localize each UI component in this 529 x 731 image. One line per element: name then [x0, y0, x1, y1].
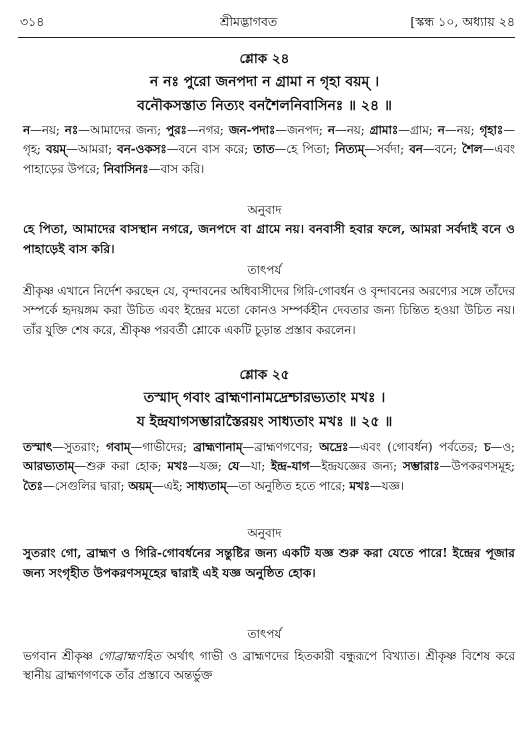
synonym-meaning: এবং (গোবর্ধন) পর্বতের; [360, 440, 485, 454]
synonym-word: গৃহাঃ [479, 123, 504, 137]
purport-prefix: ভগবান শ্রীকৃষ্ণ [23, 649, 99, 663]
synonym-meaning: নয়; [346, 123, 370, 137]
header-rule [18, 37, 515, 38]
synonym-word: নঃ [64, 123, 79, 137]
synonym-word: মখঃ [167, 459, 188, 474]
synonym-meaning: বনে; [434, 142, 463, 157]
verse-25-heading: শ্লোক ২৫ [239, 367, 290, 383]
synonym-word: আরভ্যতাম্ [23, 459, 75, 474]
synonym-word: বন-ওকসঃ [117, 142, 167, 157]
page-header [20, 12, 515, 34]
verse-25-translation: সুতরাং গো, ব্রাহ্মণ ও গিরি-গোবর্ধনের সন্তুষ্টির জন্য একটি যজ্ঞ শুরু করা যেতে পারে! ইন্দ্রের পূজার জন্য সংগৃহীত উপকরণসমূহের দ্বারাই এই যজ্ঞ অনুষ্ঠিত হোক। [23, 546, 515, 580]
verse-24-purport-label: তাৎপর্য [247, 263, 282, 277]
synonym-word: সাধ্যতাম্ [186, 478, 227, 493]
synonym-meaning: হে পিতা; [286, 142, 336, 157]
synonym-meaning: যা; [251, 459, 271, 474]
verse-25-purport [23, 647, 515, 686]
purport-rest: অর্থাৎ গাভী ও ব্রাহ্মণদের হিতকারী বন্ধুরূপে বিখ্যাত। শ্রীকৃষ্ণ বিশেষ করে স্থানীয় ব্রাহ্মণগণকে তাঁর প্রস্তাবে অন্তর্ভুক্ত [23, 649, 515, 683]
synonym-word: তৈঃ [23, 478, 43, 493]
purport-italic-term: গোব্রাহ্মণহিত [98, 649, 162, 663]
synonym-meaning: আমাদের জন্য; [89, 123, 167, 137]
synonym-meaning: উপকরণসমূহ; [451, 459, 515, 474]
synonym-meaning: যজ্ঞ। [381, 478, 405, 493]
synonym-word: নিত্যম্ [335, 142, 365, 157]
verse-25-line-1: তস্মাদ্ গবাং ব্রাহ্মণানামদ্রেশ্চারভ্যতাং মখঃ । [143, 390, 386, 406]
synonym-meaning: গৃহ; [23, 142, 46, 157]
synonym-word: ব্রাহ্মণানাম্ [193, 440, 243, 454]
synonym-word: গবাম্ [106, 440, 131, 454]
synonym-word: অয়ম্ [128, 478, 152, 493]
synonym-meaning: ও; [502, 440, 515, 454]
synonym-word: তাত [253, 142, 275, 157]
synonym-word: ন [437, 123, 445, 137]
synonym-meaning: নগর; [198, 123, 229, 137]
synonym-word: নিবাসিনঃ [103, 161, 149, 176]
synonym-word: পুরঃ [166, 123, 187, 137]
synonym-meaning: নয়; [456, 123, 480, 137]
synonym-meaning: ব্রাহ্মণগণের; [254, 440, 320, 454]
synonym-meaning: সুতরাং; [64, 440, 107, 454]
book-title: শ্রীমদ্ভাগবত [220, 14, 278, 29]
synonym-word: চ [484, 440, 491, 454]
synonym-word: সম্ভারাঃ [402, 459, 440, 474]
synonym-meaning: এবং পাহাড়ের উপরে; [23, 142, 515, 176]
synonym-word: মখঃ [349, 478, 370, 493]
verse-25-translation-label: অনুবাদ [247, 526, 282, 540]
verse-25-purport-label: তাৎপর্য [247, 627, 282, 641]
synonym-word: ন [327, 123, 335, 137]
verse-24-heading: শ্লোক ২৪ [239, 51, 290, 67]
verse-24-line-1: ন নঃ পুরো জনপদা ন গ্রামা ন গৃহা বয়ম্ । [149, 74, 380, 90]
synonym-meaning: বাস করি। [160, 161, 205, 176]
chapter-reference: [স্কন্ধ ১০, অধ্যায় ২৪ [410, 14, 515, 29]
synonym-meaning: সেগুলির দ্বারা; [54, 478, 129, 493]
synonym-meaning: আমরা; [77, 142, 118, 157]
synonym-meaning: যজ্ঞ; [199, 459, 228, 474]
synonym-meaning: জনপদ; [287, 123, 328, 137]
synonym-meaning: সর্বদা; [376, 142, 410, 157]
verse-24-translation: হে পিতা, আমাদের বাসস্থান নগরে, জনপদে বা গ্রামে নয়। বনবাসী হবার ফলে, আমরা সর্বদাই বনে ও পাহাড়েই বাস করি। [23, 222, 515, 256]
synonym-word: ন [23, 123, 31, 137]
synonym-word: জন-পদাঃ [228, 123, 276, 137]
synonym-word: ইন্দ্র-যাগ [271, 459, 310, 474]
synonym-word: বয়ম্ [46, 142, 67, 157]
synonym-word: যে [227, 459, 240, 474]
synonym-meaning: বনে বাস করে; [178, 142, 254, 157]
synonym-meaning: ইন্দ্রযজ্ঞের জন্য; [321, 459, 403, 474]
synonym-meaning: গাভীদের; [142, 440, 194, 454]
verse-24-synonyms: ন—নয়; নঃ—আমাদের জন্য; পুরঃ—নগর; জন-পদাঃ—জনপদ; ন—নয়; গ্রামাঃ—গ্রাম; ন—নয়; গৃহাঃ—গৃহ; বয়ম্—আমরা; বন-ওকসঃ—বনে বাস করে; তাত—হে পিতা; নিত্যম্—সর্বদা; বন—বনে; শৈল—এবং পাহাড়ের উপরে; নিবাসিনঃ—বাস করি। [23, 123, 515, 176]
verse-24-line-2: বনৌকসস্তাত নিত্যং বনশৈলনিবাসিনঃ ॥ ২৪ ॥ [137, 98, 392, 114]
verse-25-line-2: য ইন্দ্রযাগসম্ভারাস্তৈরয়ং সাধ্যতাং মখঃ ॥ ২৫ ॥ [136, 414, 393, 430]
synonym-meaning: শুরু করা হোক; [86, 459, 168, 474]
synonym-meaning: তা অনুষ্ঠিত হতে পারে; [238, 478, 350, 493]
verse-24-translation-label: অনুবাদ [247, 203, 282, 217]
synonym-word: গ্রামাঃ [369, 123, 399, 137]
synonym-word: বন [409, 142, 423, 157]
synonym-meaning: নয়; [41, 123, 65, 137]
synonym-meaning: গ্রাম; [410, 123, 438, 137]
synonym-word: তস্মাৎ [23, 440, 53, 454]
verse-25-synonyms: তস্মাৎ—সুতরাং; গবাম্—গাভীদের; ব্রাহ্মণানাম্—ব্রাহ্মণগণের; অদ্রেঃ—এবং (গোবর্ধন) পর্বতের; চ—ও; আরভ্যতাম্—শুরু করা হোক; মখঃ—যজ্ঞ; যে—যা; ইন্দ্র-যাগ—ইন্দ্রযজ্ঞের জন্য; সম্ভারাঃ—উপকরণসমূহ; তৈঃ—সেগুলির দ্বারা; অয়ম্—এই; সাধ্যতাম্—তা অনুষ্ঠিত হতে পারে; মখঃ—যজ্ঞ। [23, 440, 515, 493]
synonym-word: অদ্রেঃ [319, 440, 349, 454]
synonym-meaning: এই; [163, 478, 187, 493]
verse-24-purport: শ্রীকৃষ্ণ এখানে নির্দেশ করছেন যে, বৃন্দাবনের অধিবাসীদের গিরি-গোবর্ধন ও বৃন্দাবনের অরণ্যের সঙ্গে তাঁদের সম্পর্কে হৃদয়ঙ্গম করা উচিত এবং ইন্দ্রের মতো কোনও সম্পর্কহীন দেবতার জন্য চিন্তিত হওয়া উচিত নয়। তাঁর যুক্তি শেষ করে, শ্রীকৃষ্ণ পরবর্তী শ্লোকে একটি চূড়ান্ত প্রস্তাব করলেন। [23, 284, 515, 337]
page-number: ৩১৪ [20, 14, 45, 29]
synonym-word: শৈল [462, 142, 483, 157]
